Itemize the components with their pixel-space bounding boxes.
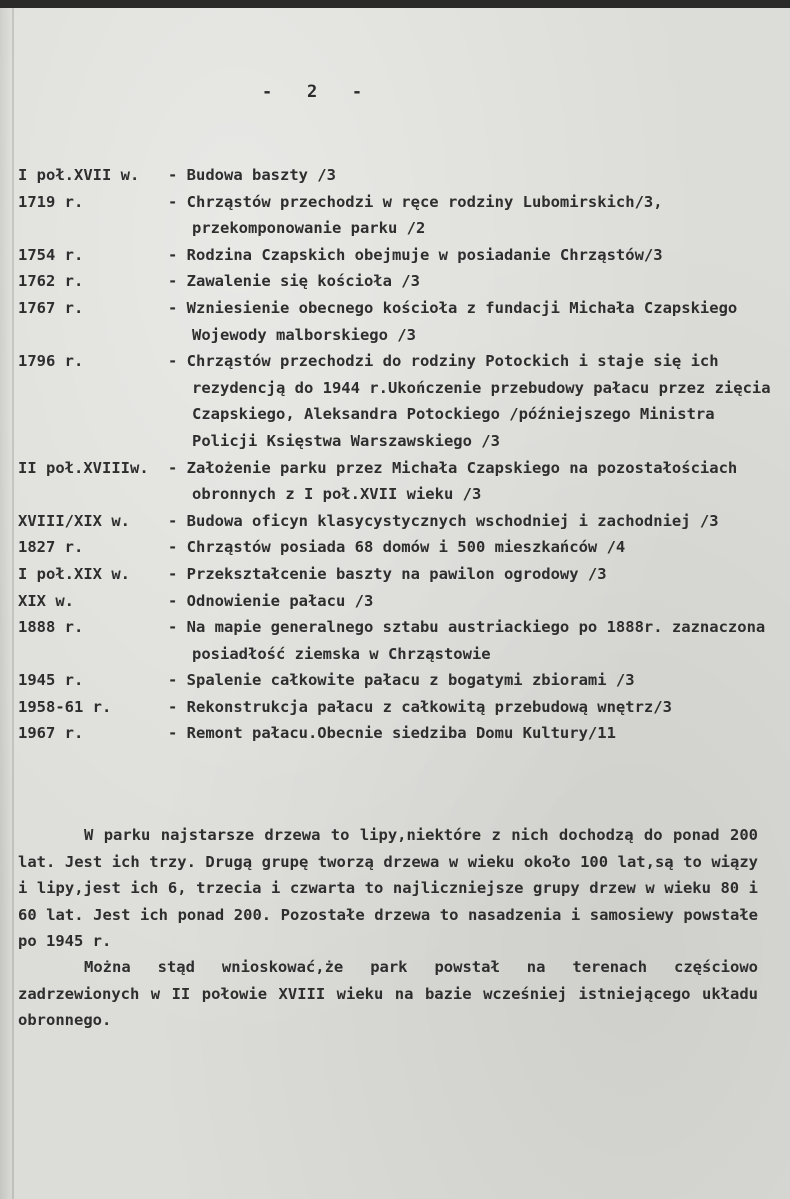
entry-date: XIX w.: [18, 591, 74, 610]
entry-date: 1719 r.: [18, 192, 84, 211]
entry-text: - Zawalenie się kościoła /3: [168, 272, 420, 291]
entry-date: I poł.XIX w.: [18, 564, 130, 583]
entry-date: 1762 r.: [18, 272, 84, 291]
entry-date: XVIII/XIX w.: [18, 511, 130, 530]
chronology-entry: [18, 295, 778, 348]
chronology-entry: [18, 720, 778, 747]
entry-date: 1945 r.: [18, 671, 84, 690]
entry-date: II poł.XVIIIw.: [18, 458, 149, 477]
entry-text: - Chrząstów przechodzi do rodziny Potockich i staje się ich rezydencją do 1944 r.Ukończenie przebudowy pałacu przez zięcia Czapskiego, Aleksandra Potockiego /późniejszego Ministra Policji Księstwa Warszawskiego /3: [168, 352, 771, 450]
chronology-entry: [18, 242, 778, 269]
entry-text: - Odnowienie pałacu /3: [168, 591, 374, 610]
page-edge-shadow: [12, 8, 14, 1199]
chronology-entry: [18, 268, 778, 295]
entry-date: 1967 r.: [18, 724, 84, 743]
chronology-entry: [18, 588, 778, 615]
entry-text: - Wzniesienie obecnego kościoła z fundacji Michała Czapskiego Wojewody malborskiego /3: [168, 298, 738, 344]
chronology-entry: [18, 667, 778, 694]
chronology-entry: [18, 534, 778, 561]
entry-date: 1827 r.: [18, 538, 84, 557]
chronology-entry: [18, 162, 778, 189]
entry-text: - Spalenie całkowite pałacu z bogatymi zbiorami /3: [168, 671, 635, 690]
entry-date: 1796 r.: [18, 352, 84, 371]
entry-text: - Budowa oficyn klasycystycznych wschodniej i zachodniej /3: [168, 511, 719, 530]
chronology-entry: [18, 348, 778, 454]
entry-text: - Założenie parku przez Michała Czapskiego na pozostałościach obronnych z I poł.XVII wieku /3: [168, 458, 738, 504]
entry-date: 1767 r.: [18, 298, 84, 317]
chronology-list: [18, 162, 778, 747]
paragraph-tree-ages: W parku najstarsze drzewa to lipy,niektóre z nich dochodzą do ponad 200 lat. Jest ich trzy. Drugą grupę tworzą drzewa w wieku około 100 lat,są to wiązy i lipy,jest ich 6, trzecia i czwarta to najliczniejsze grupy drzew w wieku 80 i 60 lat. Jest ich ponad 200. Pozostałe drzewa to nasadzenia i samosiewy powstałe po 1945 r.: [18, 826, 758, 950]
page-number: - 2 -: [262, 82, 364, 102]
chronology-entry: [18, 694, 778, 721]
paragraph-conclusion: Można stąd wnioskować,że park powstał na terenach częściowo zadrzewionych w II połowie XVIII wieku na bazie wcześniej istniejącego układu obronnego.: [18, 958, 758, 1029]
entry-text: - Remont pałacu.Obecnie siedziba Domu Kultury/11: [168, 724, 616, 743]
entry-date: 1888 r.: [18, 618, 84, 637]
entry-text: - Rodzina Czapskich obejmuje w posiadanie Chrząstów/3: [168, 245, 663, 264]
entry-text: - Przekształcenie baszty na pawilon ogrodowy /3: [168, 564, 607, 583]
entry-date: 1958-61 r.: [18, 697, 112, 716]
entry-text: - Rekonstrukcja pałacu z całkowitą przebudową wnętrz/3: [168, 697, 672, 716]
document-page: [0, 8, 790, 1199]
entry-text: - Budowa baszty /3: [168, 166, 336, 184]
chronology-entry: [18, 561, 778, 588]
entry-text: - Chrząstów przechodzi w ręce rodziny Lubomirskich/3, przekomponowanie parku /2: [168, 192, 663, 238]
entry-date: I poł.XVII w.: [18, 166, 140, 184]
chronology-entry: [18, 189, 778, 242]
entry-text: - Chrząstów posiada 68 domów i 500 mieszkańców /4: [168, 538, 626, 557]
chronology-entry: [18, 614, 778, 667]
entry-date: 1754 r.: [18, 245, 84, 264]
chronology-entry: [18, 455, 778, 508]
entry-text: - Na mapie generalnego sztabu austriackiego po 1888r. zaznaczona posiadłość ziemska w Chrząstowie: [168, 618, 766, 663]
chronology-entry: [18, 508, 778, 535]
